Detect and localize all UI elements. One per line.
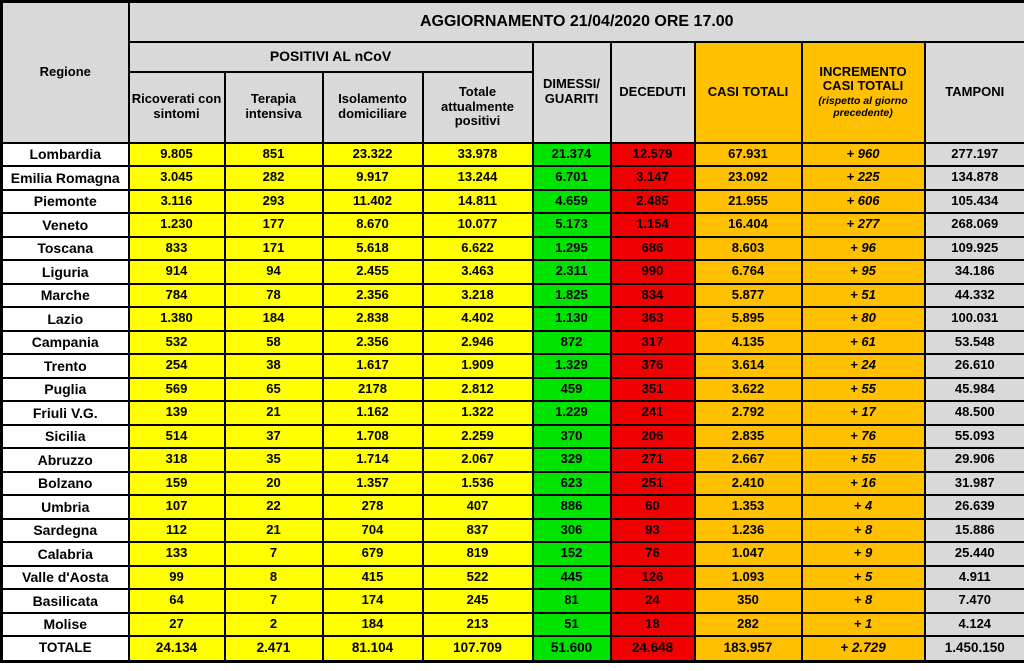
- value-cell: 20: [225, 472, 323, 496]
- value-cell: + 960: [802, 143, 925, 167]
- value-cell: 522: [423, 566, 533, 590]
- value-cell: 38: [225, 354, 323, 378]
- value-cell: 1.708: [323, 425, 423, 449]
- value-cell: 58: [225, 331, 323, 355]
- value-cell: 5.877: [695, 284, 802, 308]
- value-cell: 4.402: [423, 307, 533, 331]
- region-cell: Veneto: [2, 213, 129, 237]
- value-cell: 704: [323, 519, 423, 543]
- value-cell: + 16: [802, 472, 925, 496]
- value-cell: 126: [611, 566, 695, 590]
- value-cell: 7.470: [925, 589, 1024, 613]
- table-header: [2, 2, 1024, 143]
- value-cell: 784: [129, 284, 225, 308]
- dimessi-guariti-header: [533, 42, 611, 143]
- value-cell: + 55: [802, 448, 925, 472]
- value-cell: 35: [225, 448, 323, 472]
- isolamento-header: Isolamento domiciliare: [323, 72, 423, 143]
- value-cell: 133: [129, 542, 225, 566]
- value-cell: 8.670: [323, 213, 423, 237]
- value-cell: 174: [323, 589, 423, 613]
- value-cell: 26.639: [925, 495, 1024, 519]
- region-cell: Marche: [2, 284, 129, 308]
- value-cell: + 96: [802, 237, 925, 261]
- value-cell: 245: [423, 589, 533, 613]
- table-row: [2, 378, 1024, 402]
- dimessi-line1: DIMESSI/: [542, 76, 601, 92]
- value-cell: 184: [225, 307, 323, 331]
- value-cell: + 8: [802, 519, 925, 543]
- region-cell: Bolzano: [2, 472, 129, 496]
- value-cell: 22: [225, 495, 323, 519]
- value-cell: 107.709: [423, 636, 533, 661]
- value-cell: 819: [423, 542, 533, 566]
- value-cell: 872: [533, 331, 611, 355]
- value-cell: 1.357: [323, 472, 423, 496]
- value-cell: 459: [533, 378, 611, 402]
- value-cell: 1.714: [323, 448, 423, 472]
- value-cell: 3.218: [423, 284, 533, 308]
- value-cell: 60: [611, 495, 695, 519]
- value-cell: 2.946: [423, 331, 533, 355]
- value-cell: 1.450.150: [925, 636, 1024, 661]
- value-cell: + 5: [802, 566, 925, 590]
- value-cell: + 8: [802, 589, 925, 613]
- value-cell: 152: [533, 542, 611, 566]
- value-cell: 139: [129, 401, 225, 425]
- value-cell: 15.886: [925, 519, 1024, 543]
- value-cell: 2178: [323, 378, 423, 402]
- value-cell: 109.925: [925, 237, 1024, 261]
- value-cell: 293: [225, 190, 323, 214]
- value-cell: 3.622: [695, 378, 802, 402]
- value-cell: 184: [323, 613, 423, 637]
- table-row: [2, 589, 1024, 613]
- value-cell: 833: [129, 237, 225, 261]
- value-cell: 1.536: [423, 472, 533, 496]
- value-cell: 1.130: [533, 307, 611, 331]
- value-cell: 363: [611, 307, 695, 331]
- region-cell: Lazio: [2, 307, 129, 331]
- value-cell: 8.603: [695, 237, 802, 261]
- value-cell: 271: [611, 448, 695, 472]
- value-cell: 1.329: [533, 354, 611, 378]
- value-cell: + 4: [802, 495, 925, 519]
- value-cell: 370: [533, 425, 611, 449]
- value-cell: + 225: [802, 166, 925, 190]
- value-cell: 64: [129, 589, 225, 613]
- value-cell: 67.931: [695, 143, 802, 167]
- region-cell: Basilicata: [2, 589, 129, 613]
- value-cell: 37: [225, 425, 323, 449]
- value-cell: 445: [533, 566, 611, 590]
- value-cell: 2.455: [323, 260, 423, 284]
- value-cell: 3.614: [695, 354, 802, 378]
- table-row: [2, 331, 1024, 355]
- region-cell: Sardegna: [2, 519, 129, 543]
- value-cell: 514: [129, 425, 225, 449]
- value-cell: 2.356: [323, 331, 423, 355]
- value-cell: 2.667: [695, 448, 802, 472]
- value-cell: 914: [129, 260, 225, 284]
- value-cell: 1.295: [533, 237, 611, 261]
- value-cell: 53.548: [925, 331, 1024, 355]
- value-cell: 16.404: [695, 213, 802, 237]
- value-cell: 76: [611, 542, 695, 566]
- value-cell: 1.229: [533, 401, 611, 425]
- value-cell: 12.579: [611, 143, 695, 167]
- value-cell: 34.186: [925, 260, 1024, 284]
- value-cell: 21.374: [533, 143, 611, 167]
- value-cell: 21: [225, 401, 323, 425]
- total-row: [2, 636, 1024, 661]
- value-cell: 25.440: [925, 542, 1024, 566]
- table-title: AGGIORNAMENTO 21/04/2020 ORE 17.00: [129, 2, 1024, 42]
- value-cell: 2.067: [423, 448, 533, 472]
- value-cell: 251: [611, 472, 695, 496]
- region-cell: Friuli V.G.: [2, 401, 129, 425]
- value-cell: 837: [423, 519, 533, 543]
- region-cell: Campania: [2, 331, 129, 355]
- value-cell: + 76: [802, 425, 925, 449]
- table-row: [2, 566, 1024, 590]
- value-cell: 2.835: [695, 425, 802, 449]
- value-cell: 51.600: [533, 636, 611, 661]
- value-cell: 78: [225, 284, 323, 308]
- value-cell: 159: [129, 472, 225, 496]
- value-cell: 329: [533, 448, 611, 472]
- value-cell: 213: [423, 613, 533, 637]
- regione-column-header: Regione: [2, 2, 129, 143]
- value-cell: 4.911: [925, 566, 1024, 590]
- value-cell: 3.116: [129, 190, 225, 214]
- value-cell: 6.622: [423, 237, 533, 261]
- totale-positivi-header: Totale attualmente positivi: [423, 72, 533, 143]
- value-cell: 112: [129, 519, 225, 543]
- value-cell: 282: [225, 166, 323, 190]
- value-cell: 44.332: [925, 284, 1024, 308]
- value-cell: 206: [611, 425, 695, 449]
- value-cell: 51: [533, 613, 611, 637]
- value-cell: 2.812: [423, 378, 533, 402]
- value-cell: 183.957: [695, 636, 802, 661]
- table-row: [2, 425, 1024, 449]
- region-cell: Molise: [2, 613, 129, 637]
- value-cell: + 55: [802, 378, 925, 402]
- value-cell: 4.659: [533, 190, 611, 214]
- table-body: [2, 143, 1024, 662]
- region-cell: Trento: [2, 354, 129, 378]
- value-cell: 1.236: [695, 519, 802, 543]
- value-cell: 4.135: [695, 331, 802, 355]
- value-cell: 81.104: [323, 636, 423, 661]
- value-cell: + 1: [802, 613, 925, 637]
- table-row: [2, 613, 1024, 637]
- value-cell: 23.322: [323, 143, 423, 167]
- value-cell: 990: [611, 260, 695, 284]
- value-cell: + 24: [802, 354, 925, 378]
- value-cell: 7: [225, 542, 323, 566]
- value-cell: 2: [225, 613, 323, 637]
- value-cell: + 95: [802, 260, 925, 284]
- region-cell: Toscana: [2, 237, 129, 261]
- value-cell: 26.610: [925, 354, 1024, 378]
- value-cell: 7: [225, 589, 323, 613]
- region-cell: Lombardia: [2, 143, 129, 167]
- value-cell: 99: [129, 566, 225, 590]
- value-cell: 532: [129, 331, 225, 355]
- incremento-header: [802, 42, 925, 143]
- value-cell: 4.124: [925, 613, 1024, 637]
- value-cell: 1.162: [323, 401, 423, 425]
- ricoverati-header: Ricoverati con sintomi: [129, 72, 225, 143]
- value-cell: 2.792: [695, 401, 802, 425]
- value-cell: 1.154: [611, 213, 695, 237]
- value-cell: 2.311: [533, 260, 611, 284]
- incremento-line2: CASI TOTALI: [822, 78, 904, 94]
- incremento-note: (rispetto al giorno precedente): [818, 95, 908, 120]
- value-cell: 100.031: [925, 307, 1024, 331]
- table-row: [2, 284, 1024, 308]
- value-cell: + 80: [802, 307, 925, 331]
- region-cell: Liguria: [2, 260, 129, 284]
- value-cell: 2.356: [323, 284, 423, 308]
- value-cell: 24.648: [611, 636, 695, 661]
- value-cell: + 2.729: [802, 636, 925, 661]
- value-cell: 9.805: [129, 143, 225, 167]
- value-cell: 282: [695, 613, 802, 637]
- value-cell: + 606: [802, 190, 925, 214]
- table-row: [2, 237, 1024, 261]
- value-cell: 105.434: [925, 190, 1024, 214]
- dimessi-line2: GUARITI: [544, 91, 599, 106]
- value-cell: 351: [611, 378, 695, 402]
- value-cell: 2.259: [423, 425, 533, 449]
- value-cell: 317: [611, 331, 695, 355]
- value-cell: 24: [611, 589, 695, 613]
- value-cell: 1.617: [323, 354, 423, 378]
- table-row: [2, 495, 1024, 519]
- value-cell: + 51: [802, 284, 925, 308]
- value-cell: + 61: [802, 331, 925, 355]
- table-row: [2, 260, 1024, 284]
- value-cell: 31.987: [925, 472, 1024, 496]
- value-cell: 33.978: [423, 143, 533, 167]
- value-cell: 3.463: [423, 260, 533, 284]
- region-cell: Calabria: [2, 542, 129, 566]
- value-cell: 679: [323, 542, 423, 566]
- value-cell: 107: [129, 495, 225, 519]
- value-cell: 81: [533, 589, 611, 613]
- value-cell: 254: [129, 354, 225, 378]
- value-cell: 5.173: [533, 213, 611, 237]
- value-cell: 886: [533, 495, 611, 519]
- table-row: [2, 448, 1024, 472]
- value-cell: 21: [225, 519, 323, 543]
- value-cell: 6.764: [695, 260, 802, 284]
- value-cell: 278: [323, 495, 423, 519]
- value-cell: 14.811: [423, 190, 533, 214]
- positivi-group-header: POSITIVI AL nCoV: [129, 42, 533, 72]
- value-cell: 3.147: [611, 166, 695, 190]
- value-cell: 1.047: [695, 542, 802, 566]
- table-row: [2, 307, 1024, 331]
- table-row: [2, 143, 1024, 167]
- value-cell: 851: [225, 143, 323, 167]
- value-cell: 27: [129, 613, 225, 637]
- value-cell: 569: [129, 378, 225, 402]
- value-cell: 6.701: [533, 166, 611, 190]
- table-row: [2, 472, 1024, 496]
- region-cell: Puglia: [2, 378, 129, 402]
- value-cell: 1.322: [423, 401, 533, 425]
- value-cell: 55.093: [925, 425, 1024, 449]
- value-cell: 29.906: [925, 448, 1024, 472]
- value-cell: 2.410: [695, 472, 802, 496]
- region-cell: Valle d'Aosta: [2, 566, 129, 590]
- table-row: [2, 190, 1024, 214]
- value-cell: 48.500: [925, 401, 1024, 425]
- region-cell: Sicilia: [2, 425, 129, 449]
- table-row: [2, 354, 1024, 378]
- value-cell: 306: [533, 519, 611, 543]
- casi-totali-header: CASI TOTALI: [695, 42, 802, 143]
- value-cell: 18: [611, 613, 695, 637]
- value-cell: 5.618: [323, 237, 423, 261]
- value-cell: 45.984: [925, 378, 1024, 402]
- total-label-cell: TOTALE: [2, 636, 129, 661]
- terapia-intensiva-header: Terapia intensiva: [225, 72, 323, 143]
- value-cell: 1.353: [695, 495, 802, 519]
- value-cell: + 9: [802, 542, 925, 566]
- tamponi-header: TAMPONI: [925, 42, 1024, 143]
- value-cell: 1.825: [533, 284, 611, 308]
- value-cell: 623: [533, 472, 611, 496]
- value-cell: 23.092: [695, 166, 802, 190]
- value-cell: 10.077: [423, 213, 533, 237]
- value-cell: 1.380: [129, 307, 225, 331]
- value-cell: 24.134: [129, 636, 225, 661]
- value-cell: 9.917: [323, 166, 423, 190]
- value-cell: 177: [225, 213, 323, 237]
- incremento-line1: INCREMENTO: [819, 63, 907, 79]
- value-cell: 241: [611, 401, 695, 425]
- value-cell: 2.838: [323, 307, 423, 331]
- value-cell: 834: [611, 284, 695, 308]
- region-cell: Umbria: [2, 495, 129, 519]
- value-cell: + 277: [802, 213, 925, 237]
- table-row: [2, 519, 1024, 543]
- value-cell: 376: [611, 354, 695, 378]
- value-cell: 3.045: [129, 166, 225, 190]
- value-cell: 8: [225, 566, 323, 590]
- deceduti-header: DECEDUTI: [611, 42, 695, 143]
- region-cell: Emilia Romagna: [2, 166, 129, 190]
- value-cell: 318: [129, 448, 225, 472]
- value-cell: 2.485: [611, 190, 695, 214]
- value-cell: 350: [695, 589, 802, 613]
- value-cell: 277.197: [925, 143, 1024, 167]
- value-cell: 415: [323, 566, 423, 590]
- value-cell: 65: [225, 378, 323, 402]
- value-cell: 407: [423, 495, 533, 519]
- value-cell: 1.093: [695, 566, 802, 590]
- value-cell: 11.402: [323, 190, 423, 214]
- region-cell: Abruzzo: [2, 448, 129, 472]
- value-cell: 2.471: [225, 636, 323, 661]
- region-cell: Piemonte: [2, 190, 129, 214]
- value-cell: 94: [225, 260, 323, 284]
- value-cell: 93: [611, 519, 695, 543]
- table-row: [2, 401, 1024, 425]
- value-cell: 13.244: [423, 166, 533, 190]
- table-row: [2, 542, 1024, 566]
- value-cell: 171: [225, 237, 323, 261]
- table-row: [2, 166, 1024, 190]
- value-cell: + 17: [802, 401, 925, 425]
- value-cell: 5.895: [695, 307, 802, 331]
- value-cell: 686: [611, 237, 695, 261]
- value-cell: 268.069: [925, 213, 1024, 237]
- table-row: [2, 213, 1024, 237]
- value-cell: 21.955: [695, 190, 802, 214]
- value-cell: 1.230: [129, 213, 225, 237]
- value-cell: 1.909: [423, 354, 533, 378]
- value-cell: 134.878: [925, 166, 1024, 190]
